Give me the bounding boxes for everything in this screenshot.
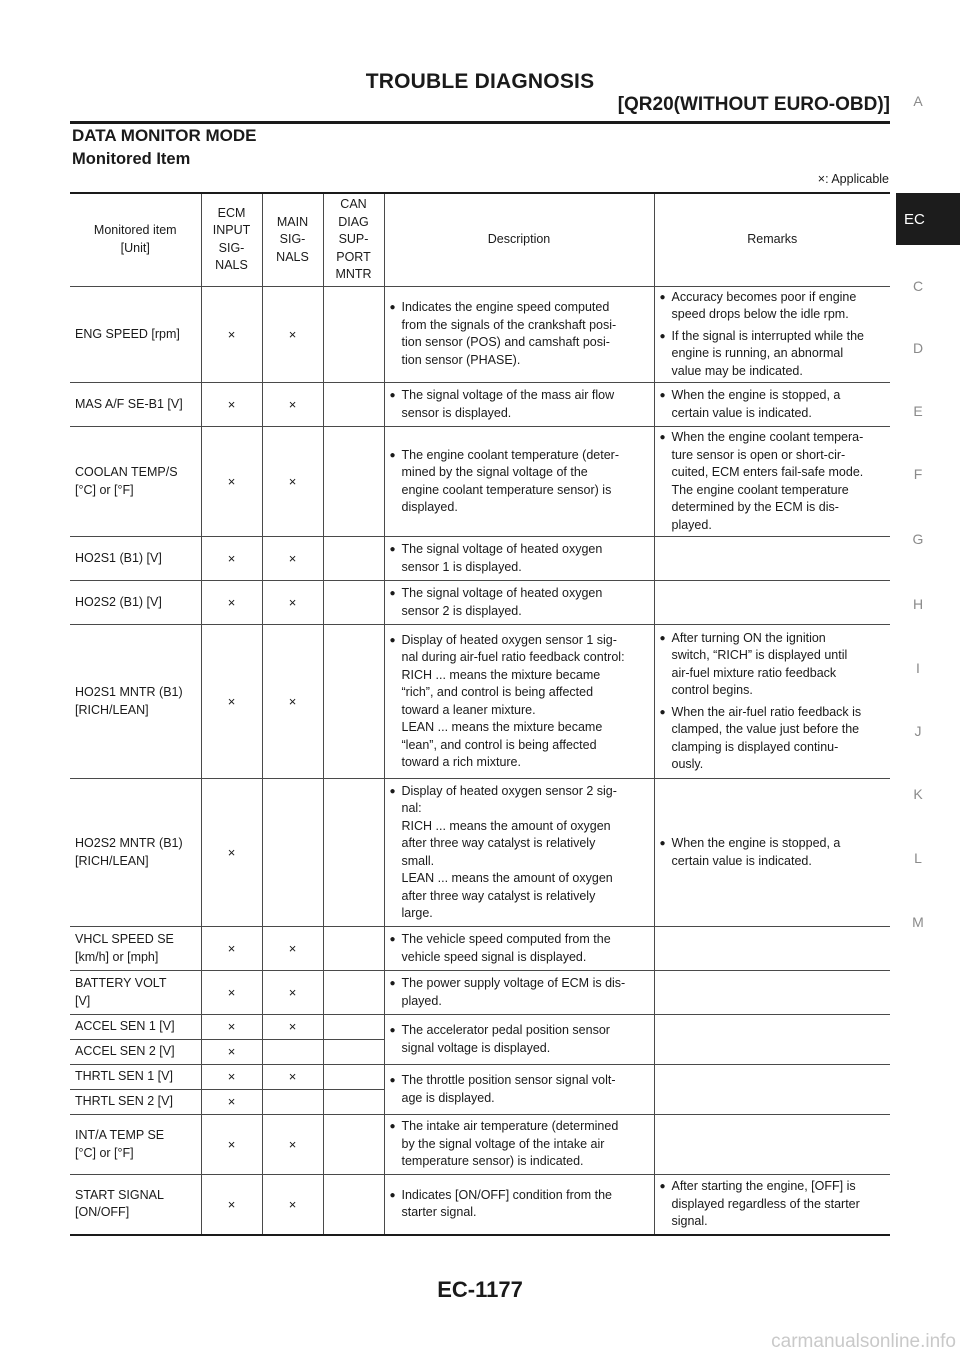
- main-signal-cell: ×: [262, 1115, 323, 1175]
- bullet-item: [660, 289, 886, 324]
- bullet-icon: ●: [389, 544, 396, 555]
- bullet-icon: ●: [389, 978, 396, 989]
- monitored-item-cell: ACCEL SEN 1 [V]: [70, 1015, 201, 1040]
- monitored-item-cell: HO2S1 MNTR (B1) [RICH/LEAN]: [70, 625, 201, 779]
- bullet-icon: ●: [659, 632, 666, 644]
- main-signal-cell: [262, 779, 323, 927]
- can-diag-cell: [323, 1040, 384, 1065]
- section-title: DATA MONITOR MODE: [72, 126, 257, 145]
- bullet-item: [390, 1072, 649, 1107]
- ecm-input-signal-cell: ×: [201, 1065, 262, 1090]
- main-signal-cell: ×: [262, 427, 323, 537]
- page-header-title: TROUBLE DIAGNOSIS: [365, 70, 595, 93]
- column-header: Description: [384, 193, 654, 286]
- remarks-cell: [654, 1115, 890, 1175]
- section-tab[interactable]: D: [912, 340, 924, 356]
- table-row: [70, 1115, 890, 1175]
- bullet-icon: ●: [659, 1181, 666, 1192]
- can-diag-cell: [323, 1065, 384, 1090]
- bullet-text: Accuracy becomes poor if engine speed drops below the idle rpm.: [671, 289, 857, 321]
- ecm-input-signal-cell: ×: [201, 1175, 262, 1235]
- section-tab[interactable]: E: [913, 403, 923, 419]
- can-diag-cell: [323, 1015, 384, 1040]
- table-row: [70, 581, 890, 625]
- monitored-item-cell: HO2S2 (B1) [V]: [70, 581, 201, 625]
- bullet-item: [390, 1118, 649, 1171]
- ecm-input-signal-cell: ×: [201, 1040, 262, 1065]
- bullet-icon: ●: [659, 390, 666, 401]
- can-diag-cell: [323, 779, 384, 927]
- watermark: carmanualsonline.info: [771, 1331, 956, 1352]
- monitored-item-cell: VHCL SPEED SE [km/h] or [mph]: [70, 927, 201, 971]
- ecm-input-signal-cell: ×: [201, 427, 262, 537]
- can-diag-cell: [323, 581, 384, 625]
- section-tab[interactable]: L: [914, 850, 922, 866]
- bullet-item: [390, 975, 649, 1010]
- bullet-text: The signal voltage of heated oxygen sensor 1 is displayed.: [401, 542, 603, 574]
- remarks-cell: [654, 779, 890, 927]
- can-diag-cell: [323, 1090, 384, 1115]
- description-cell: [384, 1115, 654, 1175]
- ecm-input-signal-cell: ×: [201, 625, 262, 779]
- monitored-item-cell: COOLAN TEMP/S [°C] or [°F]: [70, 427, 201, 537]
- column-header: Monitored item [Unit]: [70, 193, 201, 286]
- ecm-input-signal-cell: ×: [201, 383, 262, 427]
- table-row: [70, 971, 890, 1015]
- remarks-cell: [654, 1065, 890, 1115]
- bullet-text: The throttle position sensor signal volt- age is displayed.: [401, 1073, 616, 1105]
- bullet-item: [390, 447, 649, 517]
- section-tab[interactable]: M: [912, 914, 924, 930]
- main-signal-cell: [262, 1090, 323, 1115]
- main-signal-cell: ×: [262, 625, 323, 779]
- remarks-cell: [654, 581, 890, 625]
- table-row: [70, 1065, 890, 1090]
- bullet-icon: ●: [389, 1025, 396, 1036]
- main-signal-cell: ×: [262, 286, 323, 383]
- bullet-icon: ●: [389, 1121, 396, 1133]
- description-cell: [384, 581, 654, 625]
- description-cell: [384, 537, 654, 581]
- monitored-item-cell: ACCEL SEN 2 [V]: [70, 1040, 201, 1065]
- bullet-text: The vehicle speed computed from the vehicle speed signal is displayed.: [401, 932, 611, 964]
- description-cell: [384, 1175, 654, 1235]
- table-row: [70, 927, 890, 971]
- can-diag-cell: [323, 927, 384, 971]
- bullet-icon: ●: [389, 1075, 396, 1086]
- main-signal-cell: ×: [262, 1175, 323, 1235]
- bullet-icon: ●: [389, 1189, 396, 1201]
- bullet-icon: ●: [389, 302, 396, 314]
- monitored-item-cell: HO2S2 MNTR (B1) [RICH/LEAN]: [70, 779, 201, 927]
- bullet-item: [390, 387, 649, 422]
- can-diag-cell: [323, 1115, 384, 1175]
- bullet-icon: ●: [659, 432, 666, 443]
- main-signal-cell: ×: [262, 383, 323, 427]
- ecm-input-signal-cell: ×: [201, 1090, 262, 1115]
- section-tab[interactable]: I: [916, 660, 920, 676]
- bullet-icon: ●: [659, 838, 666, 849]
- table-body: [70, 286, 890, 1235]
- remarks-cell: [654, 971, 890, 1015]
- bullet-icon: ●: [389, 785, 396, 797]
- can-diag-cell: [323, 286, 384, 383]
- remarks-cell: [654, 286, 890, 383]
- bullet-text: When the air-fuel ratio feedback is clamped, the value just before the clamping is displayed continu- ously.: [671, 704, 862, 771]
- column-header: CAN DIAG SUP- PORT MNTR: [323, 193, 384, 286]
- subsection-title: Monitored Item: [72, 150, 191, 168]
- column-header: ECM INPUT SIG- NALS: [201, 193, 262, 286]
- monitored-item-table: [70, 192, 890, 1236]
- bullet-item: [390, 299, 649, 369]
- monitored-item-cell: MAS A/F SE-B1 [V]: [70, 383, 201, 427]
- bullet-item: [390, 1022, 649, 1057]
- table-row: [70, 537, 890, 581]
- bullet-item: [660, 387, 886, 422]
- section-tab[interactable]: G: [912, 531, 924, 547]
- section-tab[interactable]: J: [914, 723, 922, 739]
- bullet-icon: ●: [659, 291, 666, 303]
- description-cell: [384, 427, 654, 537]
- bullet-text: Indicates [ON/OFF] condition from the starter signal.: [401, 1187, 612, 1220]
- bullet-item: [390, 931, 649, 966]
- main-signal-cell: ×: [262, 971, 323, 1015]
- bullet-item: [660, 1178, 886, 1231]
- bullet-text: Indicates the engine speed computed from the signals of the crankshaft posi- tion sensor (POS) and camshaft posi- tion sensor (PHASE).: [401, 300, 617, 367]
- can-diag-cell: [323, 383, 384, 427]
- can-diag-cell: [323, 971, 384, 1015]
- bullet-icon: ●: [659, 706, 666, 718]
- main-signal-cell: ×: [262, 1015, 323, 1040]
- table-row: [70, 779, 890, 927]
- table-row: [70, 383, 890, 427]
- description-cell: [384, 1015, 654, 1065]
- bullet-item: [660, 704, 886, 774]
- bullet-icon: ●: [389, 390, 396, 401]
- description-cell: [384, 927, 654, 971]
- main-signal-cell: [262, 1040, 323, 1065]
- description-cell: [384, 1065, 654, 1115]
- monitored-item-cell: ENG SPEED [rpm]: [70, 286, 201, 383]
- bullet-item: [390, 632, 649, 772]
- remarks-cell: [654, 1175, 890, 1235]
- ecm-input-signal-cell: ×: [201, 971, 262, 1015]
- bullet-item: [390, 585, 649, 620]
- applicable-legend: ×: Applicable: [817, 172, 889, 186]
- bullet-icon: ●: [389, 634, 396, 646]
- can-diag-cell: [323, 1175, 384, 1235]
- bullet-icon: ●: [389, 449, 396, 461]
- table-row: [70, 286, 890, 383]
- ecm-input-signal-cell: ×: [201, 927, 262, 971]
- bullet-item: [660, 328, 886, 381]
- remarks-cell: [654, 537, 890, 581]
- remarks-cell: [654, 427, 890, 537]
- bullet-text: When the engine is stopped, a certain value is indicated.: [671, 836, 841, 868]
- bullet-item: [660, 835, 886, 870]
- monitored-item-cell: HO2S1 (B1) [V]: [70, 537, 201, 581]
- remarks-cell: [654, 383, 890, 427]
- main-signal-cell: ×: [262, 927, 323, 971]
- can-diag-cell: [323, 625, 384, 779]
- bullet-icon: ●: [389, 934, 396, 945]
- ecm-input-signal-cell: ×: [201, 286, 262, 383]
- description-cell: [384, 779, 654, 927]
- ecm-input-signal-cell: ×: [201, 581, 262, 625]
- section-tab[interactable]: C: [912, 278, 924, 294]
- can-diag-cell: [323, 427, 384, 537]
- bullet-text: When the engine is stopped, a certain value is indicated.: [671, 388, 841, 420]
- section-tab[interactable]: F: [913, 466, 923, 482]
- ecm-input-signal-cell: ×: [201, 1115, 262, 1175]
- monitored-item-cell: THRTL SEN 2 [V]: [70, 1090, 201, 1115]
- description-cell: [384, 971, 654, 1015]
- section-tab[interactable]: K: [913, 786, 923, 802]
- ecm-input-signal-cell: ×: [201, 537, 262, 581]
- bullet-text: If the signal is interrupted while the engine is running, an abnormal value may be indicated.: [671, 328, 864, 378]
- table-row: [70, 1175, 890, 1235]
- bullet-text: The power supply voltage of ECM is dis- played.: [401, 976, 626, 1008]
- table-row: [70, 427, 890, 537]
- bullet-icon: ●: [389, 588, 396, 599]
- bullet-item: [660, 429, 886, 534]
- monitored-item-cell: START SIGNAL [ON/OFF]: [70, 1175, 201, 1235]
- table-header-row: [70, 193, 890, 286]
- bullet-item: [390, 541, 649, 576]
- remarks-cell: [654, 927, 890, 971]
- bullet-item: [660, 630, 886, 700]
- bullet-text: The signal voltage of heated oxygen sensor 2 is displayed.: [401, 586, 603, 618]
- section-tab-active[interactable]: EC: [896, 193, 960, 245]
- column-header: MAIN SIG- NALS: [262, 193, 323, 286]
- can-diag-cell: [323, 537, 384, 581]
- bullet-text: Display of heated oxygen sensor 1 sig- nal during air-fuel ratio feedback control: RICH ... means the mixture became “rich”, and control is being affected toward a leaner mixture. LEAN ... means the mixture became “lean”, and control is being affected toward a rich mixture.: [401, 632, 625, 769]
- remarks-cell: [654, 1015, 890, 1065]
- bullet-text: When the engine coolant tempera- ture sensor is open or short-cir- cuited, ECM enters fail-safe mode. The engine coolant temperature determined by the ECM is dis- played.: [671, 430, 864, 532]
- ecm-input-signal-cell: ×: [201, 779, 262, 927]
- bullet-text: After starting the engine, [OFF] is displayed regardless of the starter signal.: [671, 1179, 860, 1228]
- page-header-subtitle: [QR20(WITHOUT EURO-OBD)]: [617, 94, 890, 115]
- remarks-cell: [654, 625, 890, 779]
- bullet-icon: ●: [659, 330, 666, 342]
- column-header: Remarks: [654, 193, 890, 286]
- bullet-text: The accelerator pedal position sensor signal voltage is displayed.: [401, 1023, 610, 1055]
- section-tab[interactable]: H: [912, 596, 924, 612]
- bullet-text: After turning ON the ignition switch, “RICH” is displayed until air-fuel mixture ratio feedback control begins.: [671, 630, 848, 697]
- monitored-item-cell: BATTERY VOLT [V]: [70, 971, 201, 1015]
- description-cell: [384, 625, 654, 779]
- description-cell: [384, 286, 654, 383]
- ecm-input-signal-cell: ×: [201, 1015, 262, 1040]
- page-number: EC-1177: [437, 1277, 523, 1302]
- main-signal-cell: ×: [262, 581, 323, 625]
- bullet-item: [390, 783, 649, 923]
- bullet-text: The signal voltage of the mass air flow sensor is displayed.: [401, 388, 615, 420]
- monitored-item-cell: INT/A TEMP SE [°C] or [°F]: [70, 1115, 201, 1175]
- header-divider: [70, 121, 890, 124]
- table-row: [70, 625, 890, 779]
- main-signal-cell: ×: [262, 537, 323, 581]
- description-cell: [384, 383, 654, 427]
- table-row: [70, 1015, 890, 1040]
- bullet-text: The engine coolant temperature (deter- mined by the signal voltage of the engine coolant temperature sensor) is displayed.: [401, 447, 619, 514]
- monitored-item-cell: THRTL SEN 1 [V]: [70, 1065, 201, 1090]
- bullet-text: The intake air temperature (determined by the signal voltage of the intake air temperature sensor) is indicated.: [401, 1119, 619, 1169]
- bullet-item: [390, 1187, 649, 1222]
- section-tab[interactable]: A: [913, 93, 923, 109]
- main-signal-cell: ×: [262, 1065, 323, 1090]
- bullet-text: Display of heated oxygen sensor 2 sig- nal: RICH ... means the amount of oxygen after three way catalyst is relatively small. LEAN ... means the amount of oxygen after three way catalyst is relatively large.: [401, 783, 617, 920]
